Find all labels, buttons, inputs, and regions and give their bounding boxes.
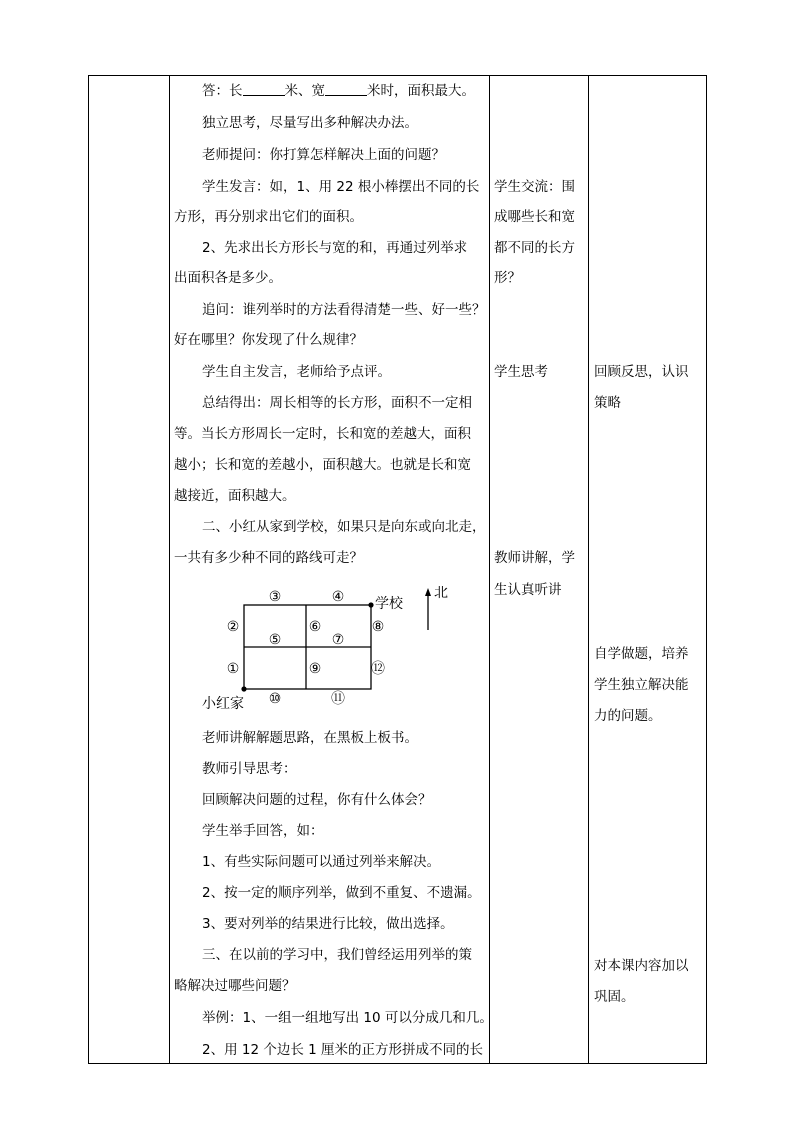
text-line: 1、有些实际问题可以通过列举来解决。 [202,854,441,870]
intent-line: 回顾反思，认识 [594,364,689,380]
segment-2: ② [226,619,240,635]
text-line: 老师提问：你打算怎样解决上面的问题？ [202,147,445,163]
text-line: 三、在以前的学习中，我们曾经运用列举的策 [202,947,472,963]
length-blank [243,81,285,96]
answer-prefix: 答：长 [202,83,243,99]
text-line: 3、要对列举的结果进行比较，做出选择。 [202,916,454,932]
column-divider-3 [588,76,589,1063]
text-line: 老师讲解解题思路，在黑板上板书。 [202,730,418,746]
text-line: 越接近，面积越大。 [174,488,296,504]
student-line: 生认真听讲 [494,582,562,598]
column-divider-2 [489,76,490,1063]
intent-line: 自学做题，培养 [594,646,689,662]
segment-4: ④ [331,589,345,605]
segment-6: ⑥ [308,619,322,635]
segment-9: ⑨ [308,661,322,677]
answer-mid: 米、宽 [284,83,325,99]
column-divider-1 [169,76,170,1063]
text-line: 举例：1、一组一组地写出 10 可以分成几和几。 [202,1010,493,1026]
text-line: 越小；长和宽的差越小，面积越大。也就是长和宽 [174,457,471,473]
segment-1: ① [226,661,240,677]
student-line: 学生思考 [494,364,548,380]
student-line: 都不同的长方 [494,240,575,256]
text-line: 总结得出：周长相等的长方形，面积不一定相 [202,395,472,411]
text-line: 略解决过哪些问题？ [174,978,296,994]
text-line: 2、按一定的顺序列举，做到不重复、不遗漏。 [202,885,481,901]
school-label: 学校 [375,596,403,612]
student-line: 教师讲解，学 [494,550,575,566]
text-line: 好在哪里？你发现了什么规律？ [174,332,363,348]
student-line: 学生交流：围 [494,179,575,195]
text-line: 学生发言：如，1、用 22 根小棒摆出不同的长 [202,179,480,195]
answer-line [202,81,475,101]
home-label: 小红家 [202,696,244,712]
text-line: 教师引导思考： [202,761,297,777]
segment-5: ⑤ [268,632,282,648]
text-line: 方形，再分别求出它们的面积。 [174,209,363,225]
text-line: 二、小红从家到学校，如果只是向东或向北走， [202,519,486,535]
text-line: 2、先求出长方形长与宽的和，再通过列举求 [202,240,468,256]
student-line: 成哪些长和宽 [494,209,575,225]
intent-line: 对本课内容加以 [594,958,689,974]
school-point [368,602,373,607]
answer-suffix: 米时，面积最大。 [367,83,475,99]
text-line: 等。当长方形周长一定时，长和宽的差越大，面积 [174,426,471,442]
segment-8: ⑧ [371,619,385,635]
intent-line: 巩固。 [594,989,635,1005]
text-line: 独立思考，尽量写出多种解决办法。 [202,115,418,131]
text-line: 回顾解决问题的过程，你有什么体会？ [202,792,432,808]
text-line: 2、用 12 个边长 1 厘米的正方形拼成不同的长 [202,1042,484,1058]
home-point [241,686,246,691]
north-label: 北 [434,586,448,601]
text-line: 学生举手回答，如： [202,823,324,839]
north-arrow-icon [425,588,431,596]
student-line: 形？ [494,270,521,286]
segment-3: ③ [268,589,282,605]
text-line: 出面积各是多少。 [174,270,282,286]
width-blank [325,81,367,96]
text-line: 学生自主发言，老师给予点评。 [202,364,391,380]
intent-line: 力的问题。 [594,708,662,724]
intent-line: 策略 [594,395,621,411]
text-line: 追问：谁列举时的方法看得清楚一些、好一些？ [202,302,486,318]
route-grid-diagram [198,586,468,716]
segment-10: ⑩ [268,691,282,707]
segment-12: ⑫ [371,661,385,677]
segment-7: ⑦ [331,632,345,648]
text-line: 一共有多少种不同的路线可走？ [174,550,363,566]
segment-11: ⑪ [331,691,345,707]
intent-line: 学生独立解决能 [594,677,689,693]
